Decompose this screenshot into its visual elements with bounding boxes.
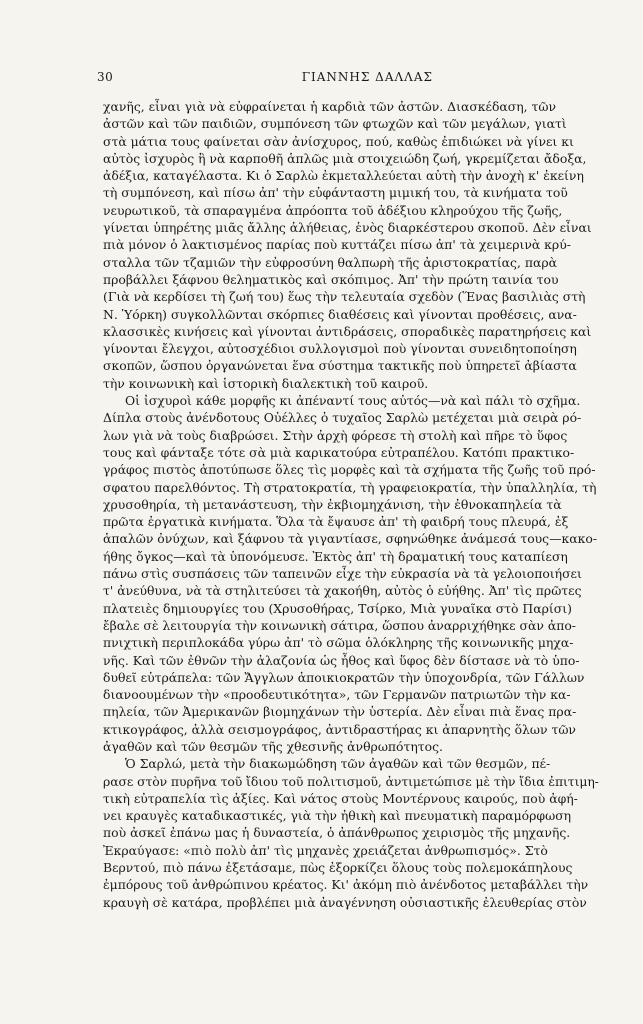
text-line: δυθεῖ εὐτράπελα: τῶν Ἄγγλων ἀποικιοκρατῶν τὴν ὑποχονδρία, τῶν Γάλλων: [103, 669, 585, 685]
text-line: νῆς. Καὶ τῶν ἐθνῶν τὴν ἀλαζονία ὡς ἦθος καὶ ὕφος δὲν δίστασε νὰ τὸ ὑπο-: [103, 652, 580, 668]
text-line: στὰ μάτια τους φαίνεται σὰν ἀνίσχυρος, πού, καθὼς ἐπιδιώκει νὰ γίνει κι: [103, 133, 574, 149]
text-line: λων γιὰ νὰ τοὺς διαβρώσει. Στὴν ἀρχὴ φόρεσε τὴ στολὴ καὶ πῆρε τὸ ὕφος: [103, 427, 568, 443]
text-line: τὴ συμπόνεση, καὶ πίσω ἀπ' τὴν εὐφάνταστη μιμική του, τὰ κινήματα τοῦ: [103, 185, 568, 201]
text-line: διανοουμένων τὴν «προοδευτικότητα», τῶν Γερμανῶν πατριωτῶν τὴν κα-: [103, 687, 571, 703]
text-line: γίνεται ὑπηρέτης μιᾶς ἄλλης ἀλήθειας, ἑνὸς διαρκέστερου σκοποῦ. Δὲν εἶναι: [103, 220, 592, 236]
text-line: Ν. Ὑόρκη) συγκολλῶνται σκόρπιες διαθέσεις καὶ γίνονται προθέσεις, ανα-: [103, 306, 577, 322]
text-line: αὐτὸς ἰσχυρὸς ἢ νὰ καρποθῆ ἁπλῶς μιὰ στοιχειώδη ζωή, γκρεμίζεται ἄδοξα,: [103, 150, 587, 166]
text-line: Ὁ Σαρλώ, μετὰ τὴν διακωμώδηση τῶν ἀγαθῶν καὶ τῶν θεσμῶν, πέ-: [125, 756, 551, 772]
text-line: γράφος πιστὸς ἀποτύπωσε ὅλες τὶς μορφὲς καὶ τὰ σχήματα τῆς ζωῆς τοῦ πρό-: [103, 462, 596, 478]
text-line: κραυγὴ σὲ κατάρα, προβλέπει μιὰ ἀναγέννηση οὐσιαστικῆς ἐλευθερίας στὸν: [103, 894, 587, 910]
text-line: ἔβαλε σὲ λειτουργία τὴν κοινωνικὴ σάτιρα, ὥσπου ἀναρριχήθηκε σὰν ἀπο-: [103, 617, 576, 633]
text-line: κτικογράφος, ἀλλὰ σεισμογράφος, ἀντιδραστήρας κι ἀπαρνητὴς ὅλων τῶν: [103, 721, 576, 737]
text-line: νευρωτικοῦ, τὰ σπαραγμένα ἀπρόοπτα τοῦ ἀδέξιου κληρούχου τῆς ζωῆς,: [103, 202, 563, 218]
text-line: Δίπλα στοὺς ἀνένδοτους Οὐέλλες ὁ τυχαῖος Σαρλὼ μετέχεται μιὰ σειρὰ ρό-: [103, 410, 582, 426]
text-line: πρῶτα ἐργατικὰ κινήματα. Ὅλα τὰ ἔψαυσε ἀπ' τὴ φαιδρή τους πλευρά, ἐξ: [103, 514, 569, 530]
text-line: τους καὶ φάνταξε τότε σὰ μιὰ καρικατούρα εὐτραπέλου. Κατόπι πρακτικο-: [103, 444, 575, 460]
paragraph: [103, 392, 599, 755]
text-line: Βερντού, πιὸ πάνω ἐξετάσαμε, πὼς ἐξορκίζει ὅλους τοὺς πολεμοκάπηλους: [103, 860, 573, 876]
text-line: πάνω στὶς συσπάσεις τῶν ταπεινῶν εἶχε τὴν εὐκρασία νὰ τὰ γελοιοποιήσει: [103, 566, 582, 582]
text-line: χανῆς, εἶναι γιὰ νὰ εὐφραίνεται ἡ καρδιὰ τῶν ἀστῶν. Διασκέδαση, τῶν: [103, 99, 557, 114]
text-line: σκοπῶν, ὥσπου ὀργανώνεται ἕνα σύστημα τακτικῆς ποὺ ὑπηρετεῖ ἀβίαστα: [103, 358, 577, 374]
text-line: πηλεία, τῶν Ἀμερικανῶν βιομηχάνων τὴν ὑστερία. Δὲν εἶναι πιὰ ἕνας πρα-: [103, 704, 577, 720]
page-number: 30: [97, 70, 114, 84]
paragraph: [103, 755, 599, 911]
text-line: πιὰ μόνον ὁ λακτισμένος παρίας ποὺ κυττάζει πίσω ἀπ' τὰ χειμερινὰ κρύ-: [103, 237, 571, 253]
text-line: τ' ἀνεύθυνα, νὰ τὰ στηλιτεύσει τὰ χακοήθη, αὐτὸς ὁ εὐήθης. Ἀπ' τὶς πρῶτες: [103, 583, 582, 599]
text-line: χρυσοθηρία, τὴ μετανάστευση, τὴν ἐκβιομηχάνιση, τὴν ἐθνοκαπηλεία τὰ: [103, 496, 562, 512]
text-line: ἀγαθῶν καὶ τῶν θεσμῶν τῆς χθεσινῆς ἀνθρωπότητος.: [103, 738, 443, 754]
text-line: πνιχτικὴ περιπλοκάδα γύρω ἀπ' τὸ σῶμα ὁλόκληρης τῆς κοινωνικῆς μηχα-: [103, 635, 574, 651]
text-line: σφατου παρελθόντος. Τὴ στρατοκρατία, τὴ γραφειοκρατία, τὴν ὑπαλληλία, τὴ: [103, 479, 597, 495]
text-line: ρασε στὸν πυρῆνα τοῦ ἴδιου τοῦ πολιτισμοῦ, ἀντιμετώπισε μὲ τὴν ἴδια ἐπιτιμη-: [103, 773, 599, 789]
text-line: τικὴ εὐτραπελία τὶς ἀξίες. Καὶ νάτος στοὺς Μοντέρνους καιρούς, ποὺ ἀφή-: [103, 790, 578, 806]
body-text: [103, 98, 599, 911]
text-line: τὴν κοινωνικὴ καὶ ἱστορικὴ διαλεκτικὴ τοῦ καιροῦ.: [103, 375, 429, 391]
text-line: ἀστῶν καὶ τῶν παιδιῶν, συμπόνεση τῶν φτωχῶν καὶ τῶν μεγάλων, γιατὶ: [103, 116, 567, 132]
text-line: ἀδέξια, καταγέλαστα. Κι ὁ Σαρλὼ ἐκμεταλλεύεται αὐτὴ τὴν ἀνοχὴ κ' ἐκείνη: [103, 168, 584, 184]
running-head: [97, 70, 591, 84]
text-line: ἁπαλῶν ὀνύχων, καὶ ξάφνου τὰ γιγαντίασε, σφηνώθηκε ἀνάμεσά τους—κακο-: [103, 531, 598, 547]
text-line: γίνονται ἔλεγχοι, αὐτοσχέδιοι συλλογισμοὶ ποὺ γίνονται συνειδητοποίηση: [103, 341, 577, 357]
text-line: (Γιὰ νὰ κερδίσει τὴ ζωή του) ἕως τὴν τελευταία σχεδὸν (Ἕνας βασιλιὰς στὴ: [103, 289, 586, 305]
text-line: Ἐκραύγασε: «πιὸ πολὺ ἀπ' τὶς μηχανὲς χρειάζεται ἀνθρωπισμός». Στὸ: [103, 842, 548, 858]
text-line: πλατειὲς δημιουργίες του (Χρυσοθήρας, Τσίρκο, Μιὰ γυναῖκα στὸ Παρίσι): [103, 600, 572, 616]
text-line: ποὺ ἀσκεῖ ἐπάνω μας ἡ δυναστεία, ὁ ἀπάνθρωπος χειρισμὸς τῆς μηχανῆς.: [103, 825, 571, 841]
text-line: ἐμπόρους τοῦ ἀνθρώπινου κρέατος. Κι' ἀκόμη πιὸ ἀνένδοτος μεταβάλλει τὴν: [103, 877, 589, 893]
text-line: προβάλλει ξάφνου θεληματικὸς καὶ σκόπιμος. Ἀπ' τὴν πρώτη ταινία του: [103, 271, 559, 287]
text-line: κλασσικὲς κινήσεις καὶ γίνονται ἀντιδράσεις, σποραδικὲς παρατηρήσεις καὶ: [103, 323, 592, 339]
running-title: ΓΙΑΝΝΗΣ ΔΑΛΛΑΣ: [301, 70, 433, 84]
text-line: νει κραυγὲς καταδικαστικές, γιὰ τὴν ἠθικὴ καὶ πνευματικὴ παραμόρφωση: [103, 808, 572, 824]
text-line: ήθης ὄγκος—καὶ τὰ ὑπονόμευσε. Ἐκτὸς ἀπ' τὴ δραματική τους καταπίεση: [103, 548, 568, 564]
text-line: Οἱ ἰσχυροὶ κάθε μορφῆς κι ἀπέναντί τους αὐτός—νὰ καὶ πάλι τὸ σχῆμα.: [125, 393, 581, 409]
paragraph: [103, 98, 599, 392]
text-line: σταλλα τῶν τζαμιῶν τὴν εὐφροσύνη θαλπωρὴ τῆς ἀριστοκρατίας, παρὰ: [103, 254, 558, 270]
